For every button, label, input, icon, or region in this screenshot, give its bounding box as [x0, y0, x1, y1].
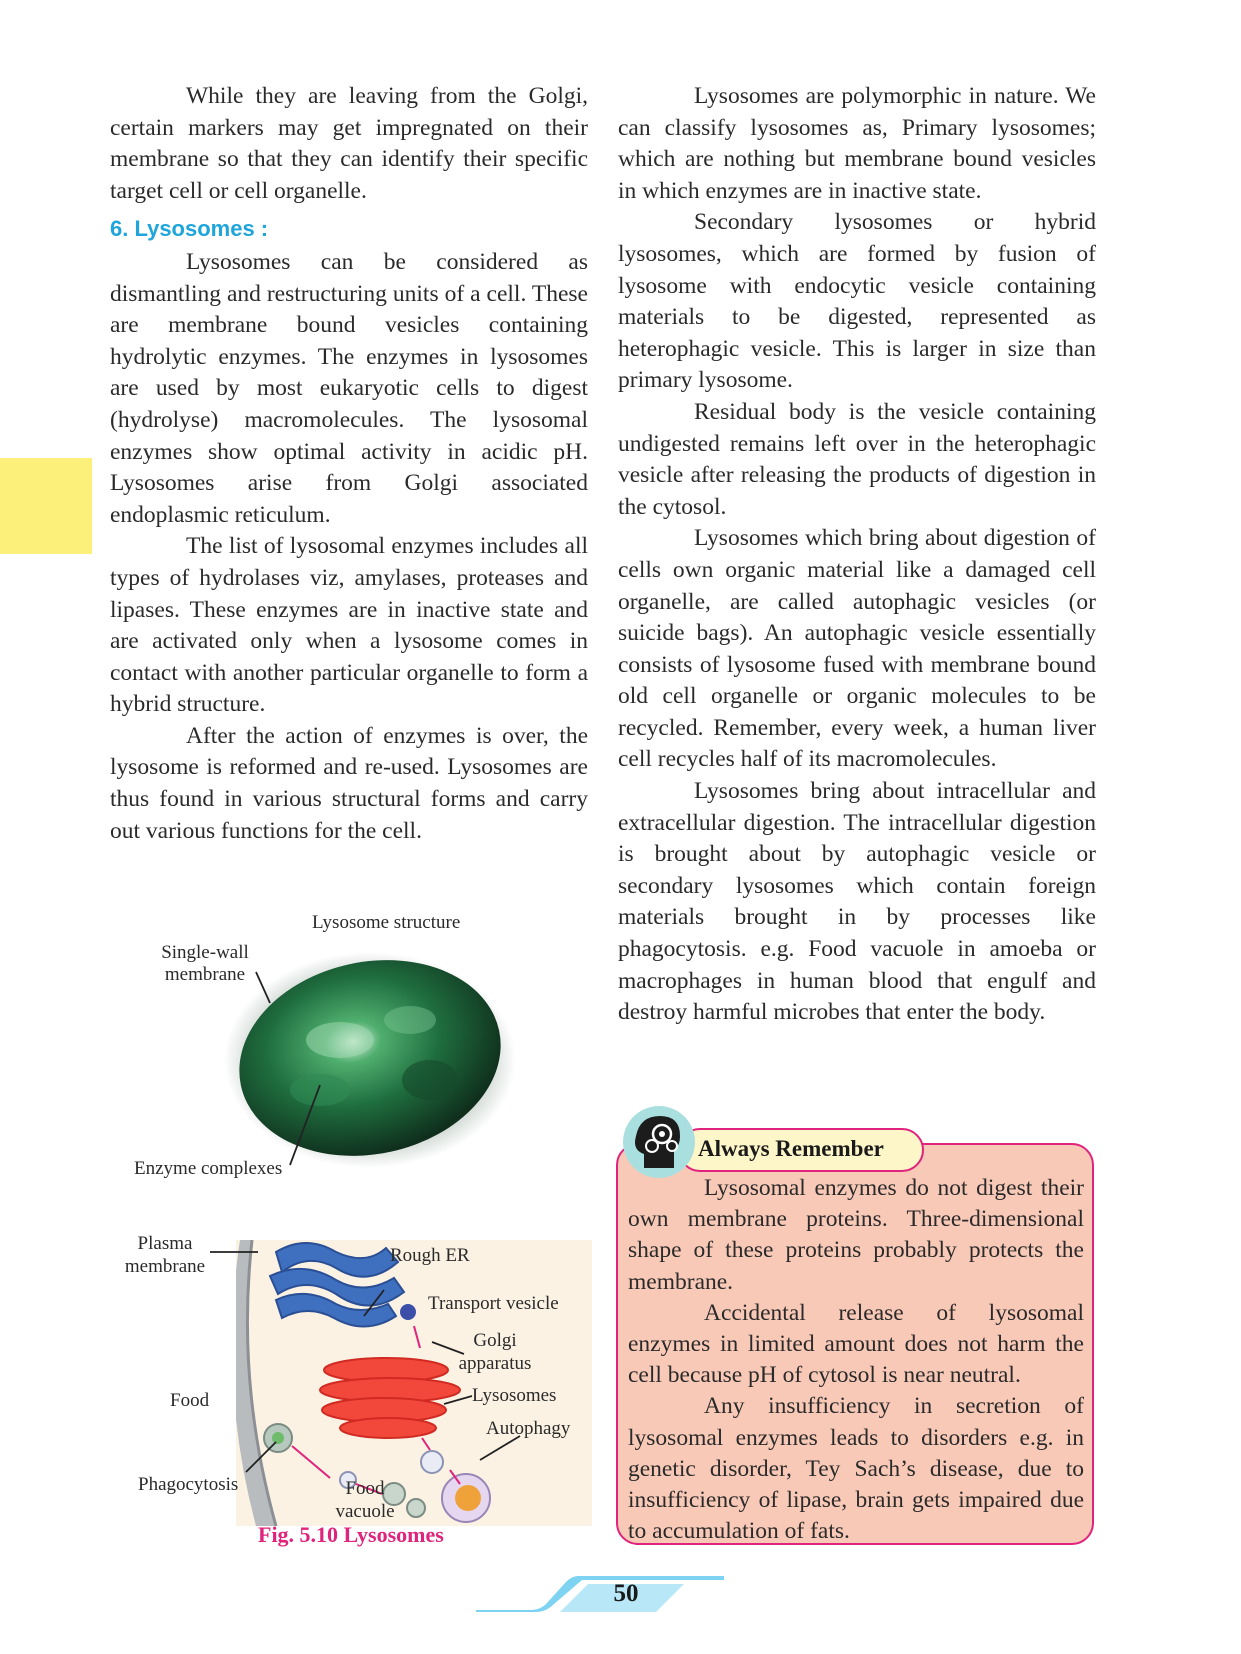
figure-label: Plasma: [137, 1233, 193, 1254]
remember-text: [628, 1173, 1084, 1547]
paragraph: After the action of enzymes is over, the lysosome is reformed and re-used. Lysosomes are thus found in various structural forms and carry out various functions for the cell.: [110, 722, 588, 844]
figure-caption: Fig. 5.10 Lysosomes: [258, 1522, 444, 1547]
figure-label: Autophagy: [486, 1418, 571, 1439]
figure-label: apparatus: [458, 1353, 532, 1374]
paragraph: Lysosomes which bring about digestion of cells own organic material like a damaged cell organelle, are called autophagic vesicles (or suicide bags). An autophagic vesicle essentially consists of lysosome fused with membrane bound old cell organelle or organic molecules to be recycled. Remember, every week, a human liver cell recycles half of its macromolecules.: [618, 525, 1096, 773]
always-remember-title: [678, 1128, 924, 1172]
figure-label: Lysosome structure: [312, 912, 461, 933]
paragraph: Any insufficiency in secretion of lysosomal enzymes leads to disorders e.g. in genetic disorder, Tey Sach’s disease, due to insufficiency of lipase, brain gets impaired due to accumulation of fats.: [628, 1393, 1084, 1545]
figure-label: Food: [170, 1390, 210, 1411]
remember-title-text: Always Remember: [698, 1136, 884, 1161]
figure-label: Single-wall: [161, 942, 249, 963]
figure-label: Rough ER: [390, 1245, 470, 1266]
figure-label: Golgi: [473, 1330, 517, 1351]
page-number-badge: [476, 1570, 724, 1625]
page-number: 50: [613, 1580, 639, 1607]
always-remember-box: [616, 1143, 1094, 1545]
paragraph: Lysosomal enzymes do not digest their own membrane proteins. Three-dimensional shape of these proteins probably protects the membrane.: [628, 1175, 1084, 1295]
paragraph: Secondary lysosomes or hybrid lysosomes, which are formed by fusion of lysosome with endocytic vesicle containing materials to be digested, represented as heterophagic vesicle. This is larger in size than primary lysosome.: [618, 209, 1096, 394]
paragraph: Lysosomes can be considered as dismantling and restructuring units of a cell. These are membrane bound vesicles containing hydrolytic enzymes. The enzymes in lysosomes are used by most eukaryotic cells to digest (hydrolyse) macromolecules. The lysosomal enzymes show optimal activity in acidic pH. Lysosomes arise from Golgi associated endoplasmic reticulum.: [110, 248, 588, 528]
paragraph: Lysosomes are polymorphic in nature. We can classify lysosomes as, Primary lysosomes; which are nothing but membrane bound vesicles in which enzymes are in inactive state.: [618, 83, 1096, 204]
figure-label: Phagocytosis: [138, 1474, 239, 1495]
figure-label: Enzyme complexes: [134, 1158, 283, 1179]
paragraph: Lysosomes bring about intracellular and extracellular digestion. The intracellular digestion is brought about by autophagic vesicle or secondary lysosomes which contain foreign materials brought in by processes like phagocytosis. e.g. Food vacuole in amoeba or macrophages in human blood that engulf and destroy harmful microbes that enter the body.: [618, 778, 1096, 1026]
paragraph: Residual body is the vesicle containing undigested remains left over in the heterophagic vesicle after releasing the products of digestion in the cytosol.: [618, 398, 1096, 520]
figure-label: membrane: [124, 1256, 206, 1277]
leader-lines-pathway: [0, 0, 600, 1560]
figure-label: vacuole: [335, 1501, 395, 1522]
paragraph: Accidental release of lysosomal enzymes in limited amount does not harm the cell because pH of cytosol is near neutral.: [628, 1299, 1084, 1389]
paragraph: The list of lysosomal enzymes includes all types of hydrolases viz, amylases, proteases and lipases. These enzymes are in inactive state and are activated only when a lysosome comes in contact with another particular organelle to form a hybrid structure.: [110, 533, 588, 718]
figure-label: Food: [345, 1478, 385, 1499]
figure-label: Transport vesicle: [428, 1293, 559, 1314]
figure-label: membrane: [164, 964, 246, 985]
paragraph: While they are leaving from the Golgi, certain markers may get impregnated on their membrane so that they can identify their specific target cell or cell organelle.: [110, 83, 588, 204]
brain-gears-icon: [622, 1104, 696, 1180]
figure-label: Lysosomes: [472, 1385, 557, 1406]
right-column: [618, 81, 1096, 1029]
section-heading: 6. Lysosomes :: [110, 216, 269, 242]
